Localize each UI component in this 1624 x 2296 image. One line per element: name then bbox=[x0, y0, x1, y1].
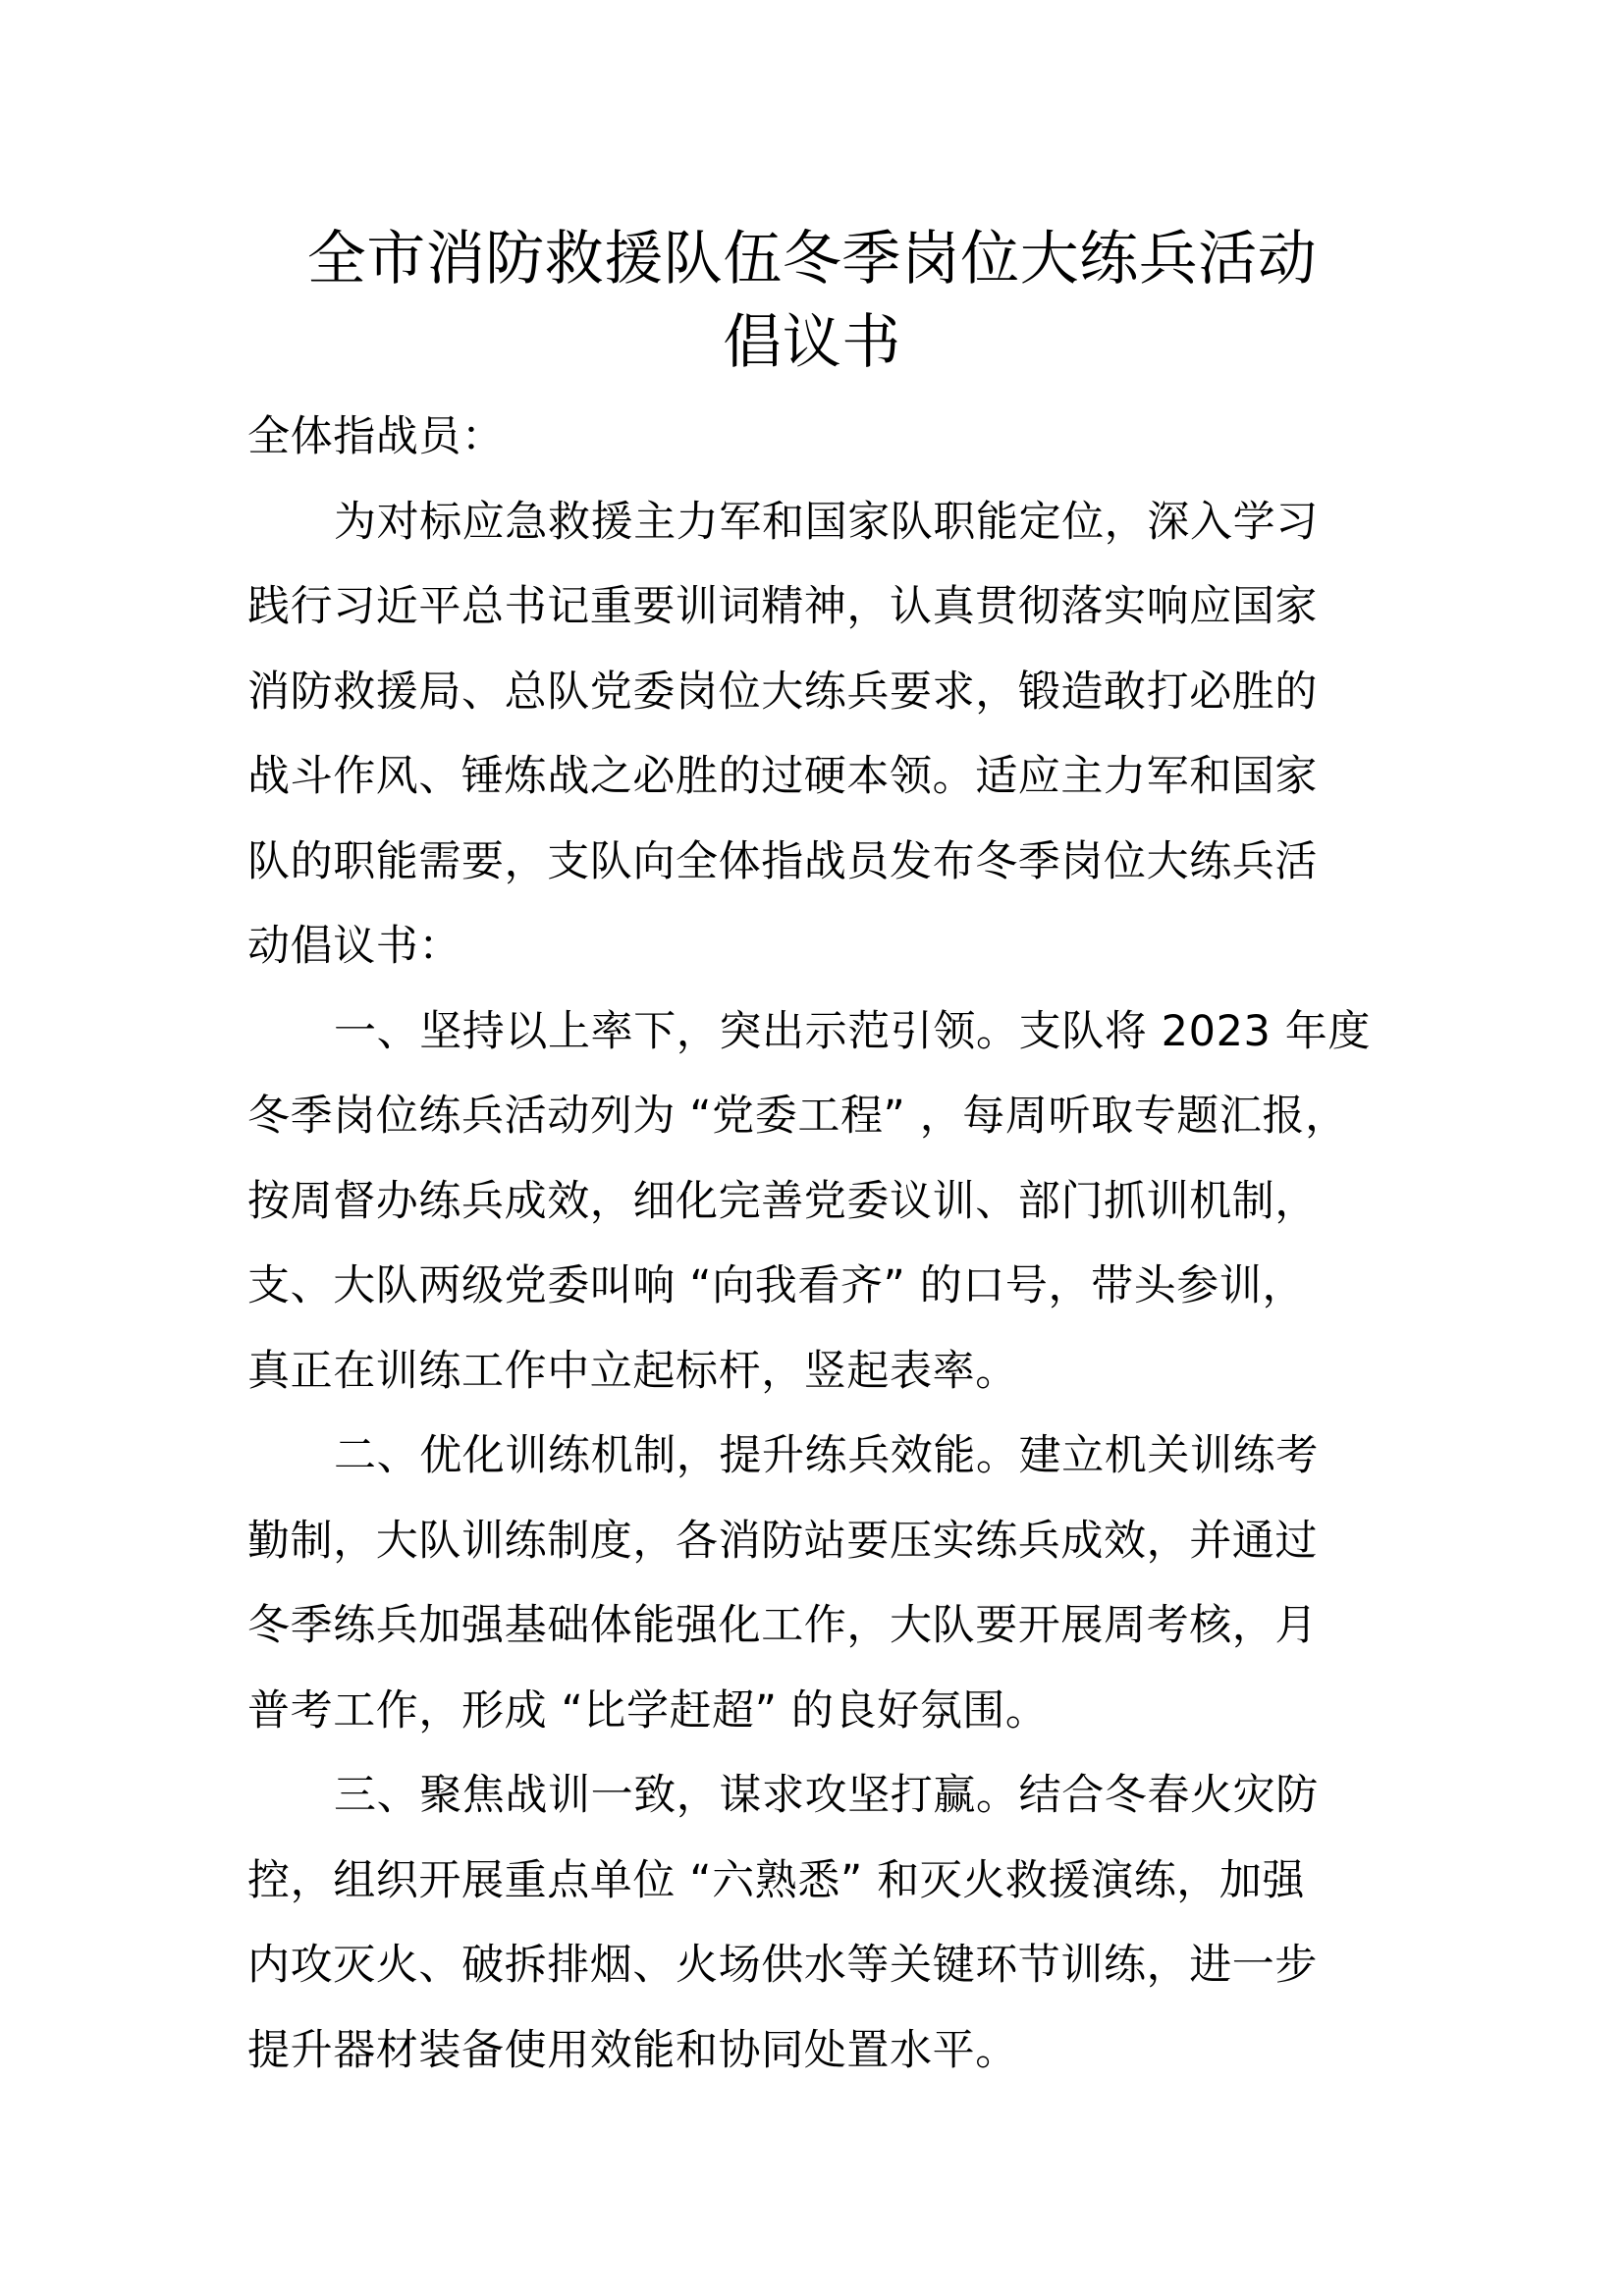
paragraph-line: 提升器材装备使用效能和协同处置水平。 bbox=[247, 2025, 1018, 2075]
paragraph-line: 践行习近平总书记重要训词精神，认真贯彻落实响应国家 bbox=[247, 582, 1318, 631]
paragraph-intro bbox=[247, 480, 1386, 989]
paragraph-line: 冬季岗位练兵活动列为 “党委工程” ，每周听取专题汇报， bbox=[247, 1092, 1348, 1141]
paragraph-line: 一、坚持以上率下，突出示范引领。支队将 2023 年度 bbox=[334, 1006, 1371, 1056]
paragraph-line: 消防救援局、总队党委岗位大练兵要求，锻造敢打必胜的 bbox=[247, 667, 1318, 717]
paragraph-line: 控，组织开展重点单位 “六熟悉” 和灭火救援演练，加强 bbox=[247, 1855, 1306, 1905]
title-line-2: 倡议书 bbox=[723, 308, 901, 377]
paragraph-line: 为对标应急救援主力军和国家队职能定位，深入学习 bbox=[334, 497, 1319, 547]
paragraph-line: 普考工作，形成 “比学赶超” 的良好氛围。 bbox=[247, 1685, 1049, 1735]
salutation: 全体指战员： bbox=[247, 412, 505, 461]
paragraph-line: 按周督办练兵成效，细化完善党委议训、部门抓训机制， bbox=[247, 1176, 1318, 1226]
paragraph-line: 战斗作风、锤炼战之必胜的过硬本领。适应主力军和国家 bbox=[247, 752, 1318, 801]
paragraph-line: 真正在训练工作中立起标杆，竖起表率。 bbox=[247, 1346, 1018, 1396]
title-line-1: 全市消防救援队伍冬季岗位大练兵活动 bbox=[306, 225, 1318, 294]
paragraph-point-1 bbox=[247, 989, 1386, 1415]
paragraph-line: 三、聚焦战训一致，谋求攻坚打赢。结合冬春火灾防 bbox=[334, 1771, 1319, 1820]
paragraph-line: 内攻灭火、破拆排烟、火场供水等关键环节训练，进一步 bbox=[247, 1941, 1318, 1990]
paragraph-point-3 bbox=[247, 1753, 1386, 2093]
paragraph-line: 冬季练兵加强基础体能强化工作，大队要开展周考核，月 bbox=[247, 1601, 1318, 1650]
document-title bbox=[0, 218, 1624, 385]
document-body bbox=[247, 395, 1386, 2093]
paragraph-line: 动倡议书： bbox=[247, 922, 461, 971]
paragraph-line: 支、大队两级党委叫响 “向我看齐” 的口号，带头参训， bbox=[247, 1261, 1306, 1310]
paragraph-line: 队的职能需要，支队向全体指战员发布冬季岗位大练兵活 bbox=[247, 836, 1318, 886]
paragraph-line: 二、优化训练机制，提升练兵效能。建立机关训练考 bbox=[334, 1431, 1319, 1480]
paragraph-line: 勤制，大队训练制度，各消防站要压实练兵成效，并通过 bbox=[247, 1516, 1318, 1566]
paragraph-point-2 bbox=[247, 1414, 1386, 1753]
